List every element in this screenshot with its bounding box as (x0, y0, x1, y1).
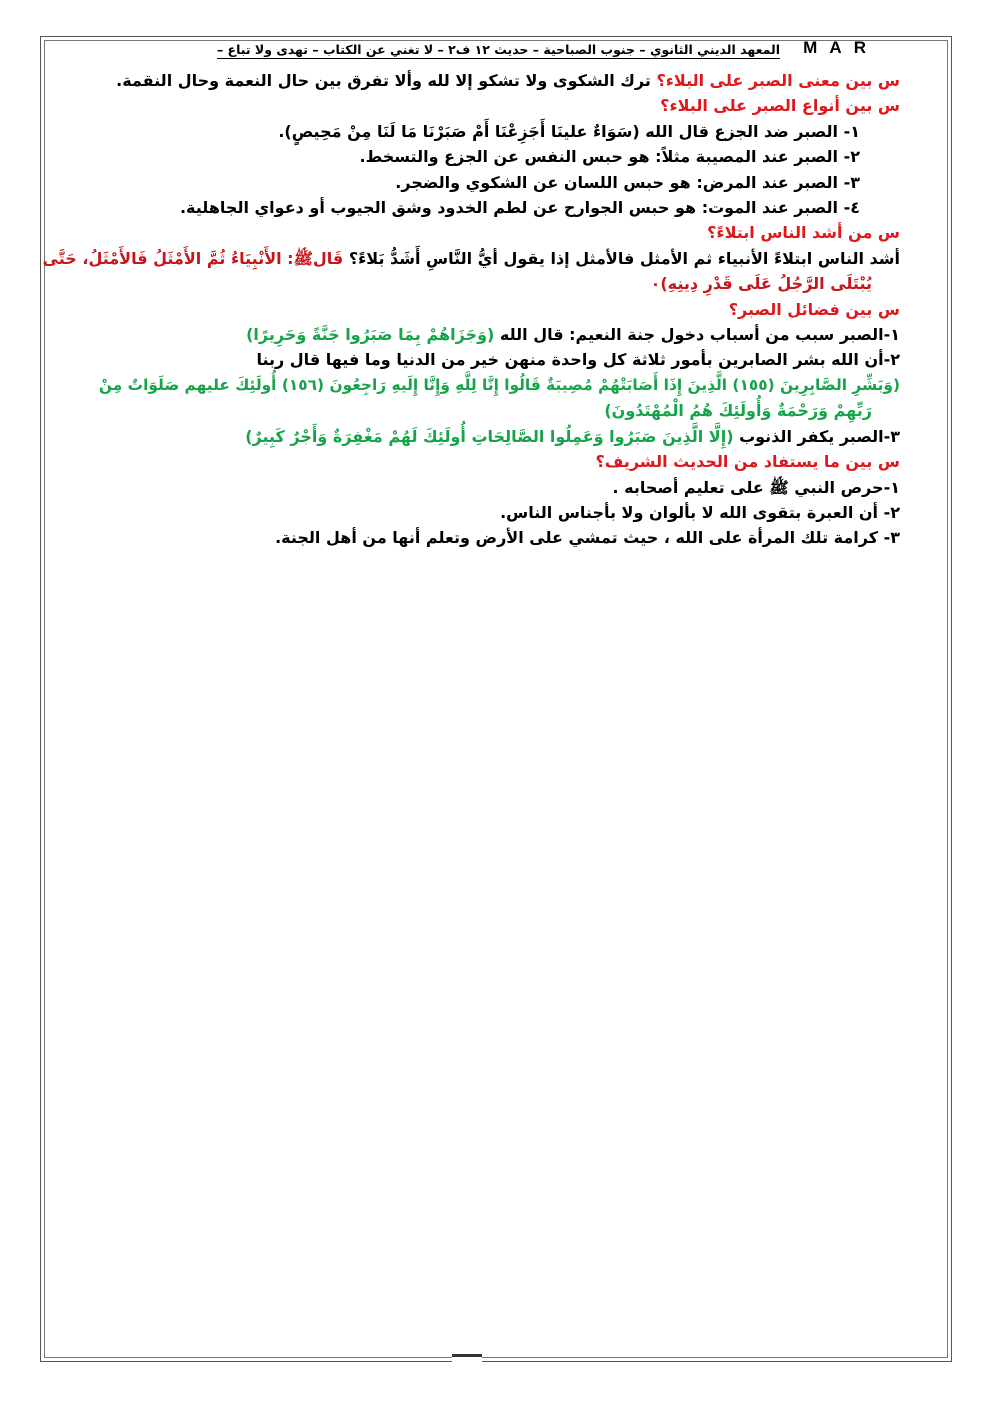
q2-item-3: ٣- الصبر عند المرض: هو حبس اللسان عن الشكوي والضجر. (395, 172, 860, 192)
q3-hadith-part2: يُبْتَلَى الرَّجُلُ عَلَى قَدْرِ دِينِهِ)٠ (650, 274, 872, 294)
page-number-mark (452, 1354, 482, 1363)
q3-question: س من أشد الناس ابتلاءً؟ (707, 223, 900, 243)
q4-item-3-text: ٣-الصبر يكفر الذنوب (733, 426, 900, 446)
q3-hadith-part1: قَالﷺ: الأَنْبِيَاءُ ثُمَّ الأَمْثَلُ فَالأَمْثَلُ، حَتَّى (42, 248, 344, 268)
q4-item-1 (100, 322, 900, 347)
q5-item-3: ٣- كرامة تلك المرأة على الله ، حيث تمشي على الأرض وتعلم أنها من أهل الجنة. (275, 528, 900, 548)
q1-line (100, 68, 900, 93)
page-header (100, 40, 900, 64)
q2-question: س بين أنواع الصبر على البلاء؟ (660, 96, 900, 116)
header-mark: M A R (803, 38, 870, 57)
q2-item-2: ٢- الصبر عند المصيبة مثلاً: هو حبس النفس عن الجزع والتسخط. (359, 147, 860, 167)
q5-item-2: ٢- أن العبرة بتقوى الله لا بألوان ولا بأجناس الناس. (500, 502, 900, 522)
q4-item-3-verse: (إِلَّا الَّذِينَ صَبَرُوا وَعَمِلُوا الصَّالِحَاتِ أُولَئِكَ لَهُمْ مَغْفِرَةٌ وَأَجْرٌ كَبِيرٌ) (245, 426, 734, 446)
q4-item-2-verse-1: (وَبَشِّرِ الصَّابِرِينَ (١٥٥) الَّذِينَ إِذَا أَصَابَتْهُمْ مُصِيبَةٌ قَالُوا إِنَّا لِلَّهِ وَإِنَّا إِلَيهِ رَاجِعُونَ (١٥٦) أُولَئِكَ عليهم صَلَوَاتٌ مِنْ (98, 375, 900, 394)
q3-answer-text: أشد الناس ابتلاءً الأنبياء ثم الأمثل فالأمثل إذا يقول أيُّ النَّاسِ أَشَدُّ بَلاءً؟ (343, 248, 900, 268)
document-body (42, 68, 900, 551)
q4-item-2-verse-2: رَبِّهِمْ وَرَحْمَةٌ وَأُولَئِكَ هُمُ الْمُهْتَدُونَ) (604, 401, 872, 421)
q4-question: س بين فضائل الصبر؟ (728, 299, 900, 319)
q4-item-1-text: ١-الصبر سبب من أسباب دخول جنة النعيم: قال الله (494, 325, 900, 345)
q5-item-1: ١-حرص النبي ﷺ على تعليم أصحابه . (612, 477, 900, 497)
q4-item-1-verse: (وَجَزَاهُمْ بِمَا صَبَرُوا جَنَّةً وَحَرِيرًا) (246, 325, 495, 345)
q5-question: س بين ما يستفاد من الحديث الشريف؟ (595, 452, 900, 472)
q1-answer: ترك الشكوى ولا تشكو إلا لله وألا تفرق بين حال النعمة وحال النقمة. (116, 71, 657, 90)
q2-item-4: ٤- الصبر عند الموت: هو حبس الجوارح عن لطم الخدود وشق الجيوب أو دعواي الجاهلية. (179, 198, 860, 218)
q1-question: س بين معنى الصبر على البلاء؟ (656, 71, 900, 90)
q2-item-1: ١- الصبر ضد الجزع قال الله (سَوَاءٌ علينَا أَجَزِعْنَا أَمْ صَبَرْنَا مَا لَنَا مِنْ مَحِيصٍ). (278, 121, 860, 141)
header-title: المعهد الديني الثانوي – جنوب الصباحية – حديث ١٢ ف٢ – لا تغني عن الكتاب – تهدى ولا تباع – (216, 42, 780, 57)
q3-answer (42, 246, 900, 271)
q4-item-2-text: ٢-أن الله بشر الصابرين بأمور ثلاثة كل واحدة منهن خير من الدنيا وما فيها قال ربنا (256, 350, 900, 370)
q4-item-3 (100, 424, 900, 449)
